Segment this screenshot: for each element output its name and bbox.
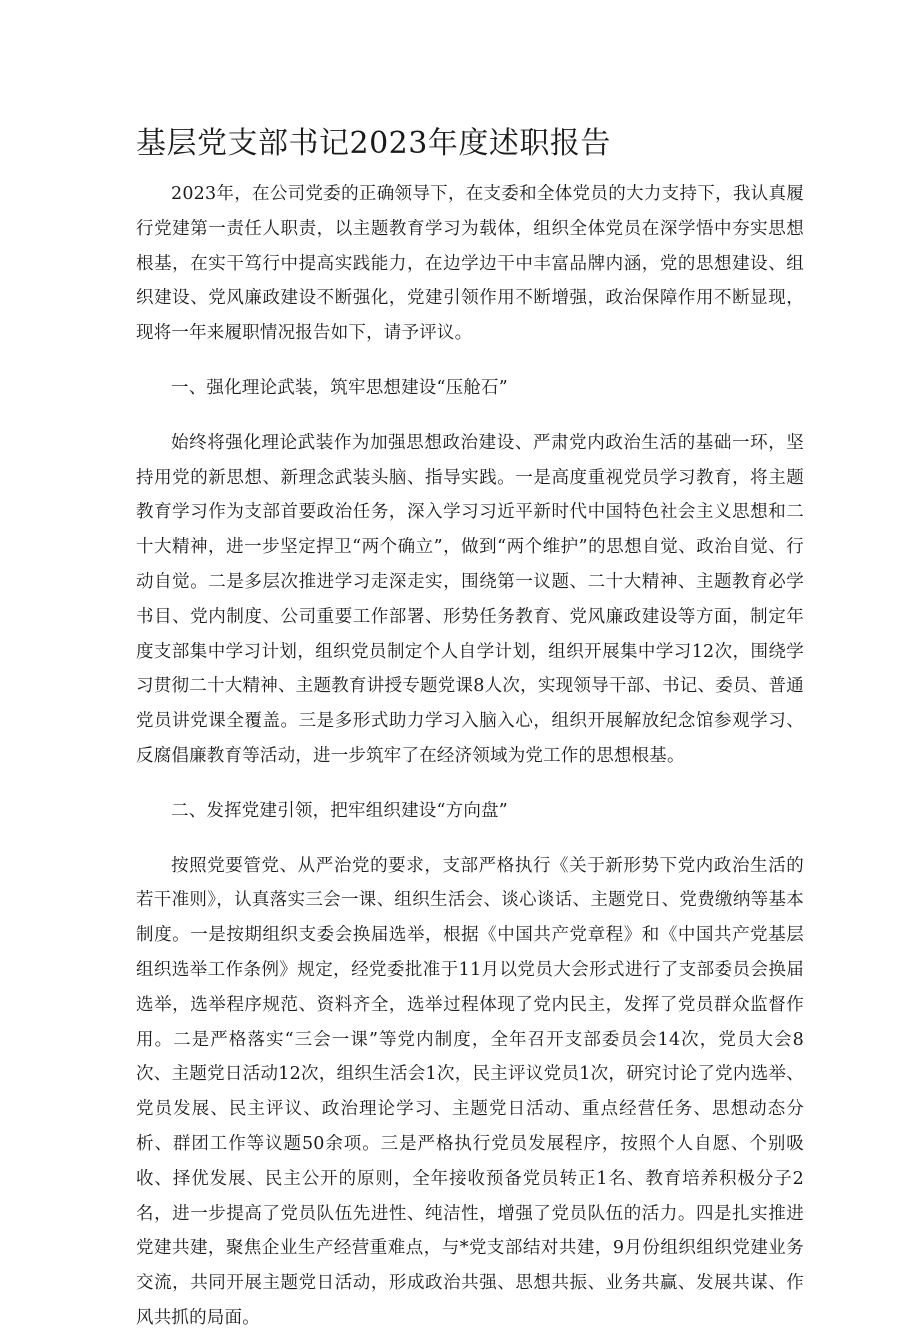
- document-body: [136, 177, 804, 1336]
- document-title: 基层党支部书记2023年度述职报告: [136, 126, 611, 161]
- section-heading-1: 一、强化理论武装，筑牢思想建设“压舱石”: [171, 377, 508, 398]
- section-1-paragraph: 始终将强化理论武装作为加强思想政治建设、严肃党内政治生活的基础一环，坚持用党的新思想、新理念武装头脑、指导实践。一是高度重视党员学习教育，将主题教育学习作为支部首要政治任务，深入学习习近平新时代中国特色社会主义思想和二十大精神，进一步坚定捍卫“两个确立”，做到“两个维护”的思想自觉、政治自觉、行动自觉。二是多层次推进学习走深走实，围绕第一议题、二十大精神、主题教育必学书目、党内制度、公司重要工作部署、形势任务教育、党风廉政建设等方面，制定年度支部集中学习计划，组织党员制定个人自学计划，组织开展集中学习12次，围绕学习贯彻二十大精神、主题教育讲授专题党课8人次，实现领导干部、书记、委员、普通党员讲党课全覆盖。三是多形式助力学习入脑入心，组织开展解放纪念馆参观学习、反腐倡廉教育等活动，进一步筑牢了在经济领域为党工作的思想根基。: [136, 432, 804, 766]
- section-heading-2: 二、发挥党建引领，把牢组织建设“方向盘”: [171, 800, 508, 821]
- intro-paragraph: 2023年，在公司党委的正确领导下，在支委和全体党员的大力支持下，我认真履行党建第一责任人职责，以主题教育学习为载体，组织全体党员在深学悟中夯实思想根基，在实干笃行中提高实践能力，在边学边干中丰富品牌内涵，党的思想建设、组织建设、党风廉政建设不断强化，党建引领作用不断增强，政治保障作用不断显现，现将一年来履职情况报告如下，请予评议。: [136, 184, 804, 344]
- section-2-paragraph: 按照党要管党、从严治党的要求，支部严格执行《关于新形势下党内政治生活的若干准则》，认真落实三会一课、组织生活会、谈心谈话、主题党日、党费缴纳等基本制度。一是按期组织支委会换届选举，根据《中国共产党章程》和《中国共产党基层组织选举工作条例》规定，经党委批准于11月以党员大会形式进行了支部委员会换届选举，选举程序规范、资料齐全，选举过程体现了党内民主，发挥了党员群众监督作用。二是严格落实“三会一课”等党内制度，全年召开支部委员会14次，党员大会8次、主题党日活动12次，组织生活会1次，民主评议党员1次，研究讨论了党内选举、党员发展、民主评议、政治理论学习、主题党日活动、重点经营任务、思想动态分析、群团工作等议题50余项。三是严格执行党员发展程序，按照个人自愿、个别吸收、择优发展、民主公开的原则，全年接收预备党员转正1名、教育培养积极分子2名，进一步提高了党员队伍先进性、纯洁性，增强了党员队伍的活力。四是扎实推进党建共建，聚焦企业生产经营重难点，与*党支部结对共建，9月份组织组织党建业务交流，共同开展主题党日活动，形成政治共强、思想共振、业务共赢、发展共谋、作风共抓的局面。: [136, 855, 804, 1328]
